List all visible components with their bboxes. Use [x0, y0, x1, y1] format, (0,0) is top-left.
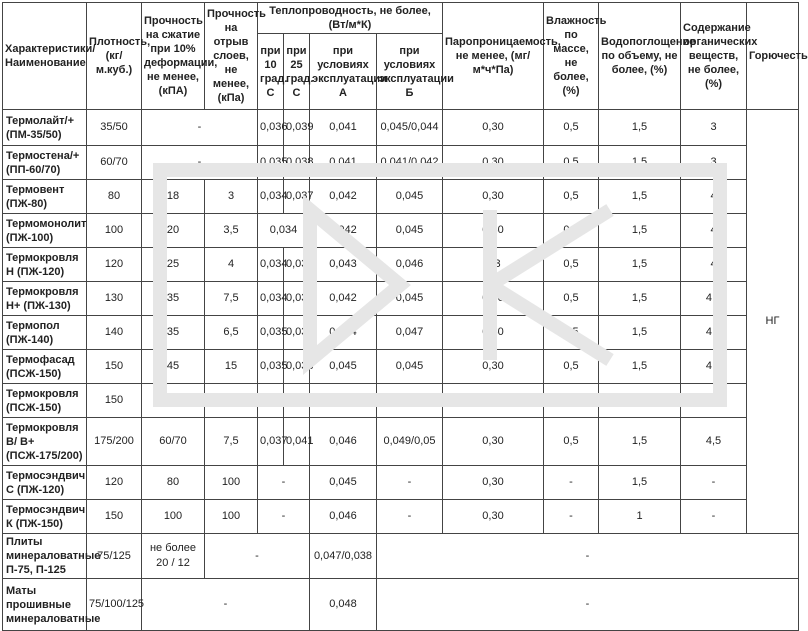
cond-b-cell: 0,048 — [377, 384, 443, 418]
table-row — [3, 579, 799, 631]
organic-cell: - — [681, 500, 747, 534]
thermal-10-25-cell: 0,034 — [258, 214, 310, 248]
moisture-cell: 0,5 — [544, 248, 599, 282]
moisture-cell: - — [544, 500, 599, 534]
water-cell: 1,5 — [599, 418, 681, 466]
thermal-25-cell: 0,038 — [284, 384, 310, 418]
thermal-25-cell: 0,037 — [284, 180, 310, 214]
vapor-cell: 0,30 — [443, 500, 544, 534]
header-cond-b: при условиях эксплуатации Б — [377, 34, 443, 110]
header-t10: при 10 град. С — [258, 34, 284, 110]
cond-b-cell: 0,045 — [377, 180, 443, 214]
organic-cell: 4,5 — [681, 384, 747, 418]
vapor-cell: 0,30 — [443, 350, 544, 384]
product-name: Термокровля Н (ПЖ-120) — [3, 248, 87, 282]
product-name: Плиты минераловатные П-75, П-125 — [3, 534, 87, 579]
cond-a-cell: 0,047/0,038 — [310, 534, 377, 579]
density-cell: 175/200 — [87, 418, 142, 466]
cond-a-cell: 0,045 — [310, 384, 377, 418]
water-cell: 1,5 — [599, 146, 681, 180]
organic-cell: 4,5 — [681, 350, 747, 384]
moisture-cell: 0,5 — [544, 110, 599, 146]
density-cell: 75/100/125 — [87, 579, 142, 631]
cond-b-cell: 0,045 — [377, 350, 443, 384]
table-row — [3, 316, 799, 350]
density-cell: 100 — [87, 214, 142, 248]
cond-b-cell: 0,046 — [377, 248, 443, 282]
density-cell: 120 — [87, 466, 142, 500]
thermal-10-25-cell: - — [258, 500, 310, 534]
organic-cell: 3 — [681, 146, 747, 180]
compress-tear-cell: - — [142, 146, 258, 180]
water-cell: 1,5 — [599, 180, 681, 214]
header-tear: Прочность на отрыв слоев, не менее, (кПа) — [205, 3, 258, 110]
cond-a-cell: 0,045 — [310, 466, 377, 500]
thermal-10-cell: 0,034 — [258, 282, 284, 316]
cond-a-cell: 0,042 — [310, 180, 377, 214]
cond-b-cell: 0,047 — [377, 316, 443, 350]
moisture-cell: - — [544, 466, 599, 500]
density-cell: 150 — [87, 500, 142, 534]
cond-a-cell: 0,042 — [310, 282, 377, 316]
tear-cell: 3 — [205, 180, 258, 214]
organic-cell: 3 — [681, 110, 747, 146]
density-cell: 80 — [87, 180, 142, 214]
rest-dash-cell: - — [377, 579, 799, 631]
vapor-cell: 0,30 — [443, 146, 544, 180]
product-name: Термомонолит (ПЖ-100) — [3, 214, 87, 248]
compress-cell: 45 — [142, 350, 205, 384]
cond-b-cell: 0,049/0,05 — [377, 418, 443, 466]
thermal-25-cell: 0,038 — [284, 146, 310, 180]
header-cond-a: при условиях эксплуатации А — [310, 34, 377, 110]
thermal-10-cell: 0,035 — [258, 146, 284, 180]
moisture-cell: 0,5 — [544, 350, 599, 384]
cond-a-cell: 0,041 — [310, 110, 377, 146]
vapor-cell: 0,3 — [443, 248, 544, 282]
density-cell: 60/70 — [87, 146, 142, 180]
compress-cell: 25 — [142, 248, 205, 282]
water-cell: 1,5 — [599, 316, 681, 350]
header-t25: при 25 град. С — [284, 34, 310, 110]
density-cell: 140 — [87, 316, 142, 350]
thermal-10-25-cell: - — [258, 466, 310, 500]
moisture-cell: 0,5 — [544, 384, 599, 418]
fire-cell: НГ — [747, 110, 799, 534]
vapor-cell: 0,30 — [443, 180, 544, 214]
product-name: Термосэндвич К (ПЖ-150) — [3, 500, 87, 534]
water-cell: 1,5 — [599, 214, 681, 248]
header-compress: Прочность на сжатие при 10% деформации, не менее, (кПА) — [142, 3, 205, 110]
thermal-10-cell: 0,036 — [258, 110, 284, 146]
water-cell: 1,5 — [599, 248, 681, 282]
cond-a-cell: 0,046 — [310, 500, 377, 534]
thermal-10-cell: 0,034 — [258, 180, 284, 214]
compress-cell: не более 20 / 12 — [142, 534, 205, 579]
thermal-25-cell: 0,038 — [284, 316, 310, 350]
header-organic: Содержание органических веществ, не более, (%) — [681, 3, 747, 110]
moisture-cell: 0,5 — [544, 282, 599, 316]
specs-table — [2, 2, 808, 631]
compress-tear-cell: - — [142, 110, 258, 146]
cond-b-cell: 0,045 — [377, 214, 443, 248]
mid-dash-cell: - — [142, 579, 310, 631]
table-row — [3, 146, 799, 180]
thermal-10-cell: 0,035 — [258, 350, 284, 384]
water-cell: 1,5 — [599, 466, 681, 500]
density-cell: 120 — [87, 248, 142, 282]
moisture-cell: 0,5 — [544, 418, 599, 466]
table-row — [3, 350, 799, 384]
cond-a-cell: 0,041 — [310, 146, 377, 180]
organic-cell: - — [681, 466, 747, 500]
product-name: Термостена/+ (ПП-60/70) — [3, 146, 87, 180]
thermal-10-cell: 0,035 — [258, 384, 284, 418]
cond-a-cell: 0,045 — [310, 350, 377, 384]
density-cell: 130 — [87, 282, 142, 316]
water-cell: 1,5 — [599, 350, 681, 384]
vapor-cell: 0,30 — [443, 384, 544, 418]
header-vapor: Паропроницаемость, не менее, (мг/ м*ч*Па) — [443, 3, 544, 110]
thermal-10-cell: 0,035 — [258, 316, 284, 350]
header-density: Плотность, (кг/м.куб.) — [87, 3, 142, 110]
cond-b-cell: 0,045 — [377, 282, 443, 316]
compress-cell: 18 — [142, 180, 205, 214]
compress-cell: 45 — [142, 384, 205, 418]
header-name: Характеристики/ Наименование — [3, 3, 87, 110]
organic-cell: 4,5 — [681, 316, 747, 350]
vapor-cell: 0,30 — [443, 110, 544, 146]
organic-cell: 4,5 — [681, 282, 747, 316]
thermal-25-cell: 0,041 — [284, 418, 310, 466]
table-row — [3, 466, 799, 500]
thermal-10-cell: 0,037 — [258, 418, 284, 466]
compress-cell: 20 — [142, 214, 205, 248]
organic-cell: 4 — [681, 180, 747, 214]
cond-a-cell: 0,042 — [310, 214, 377, 248]
mid-dash-cell: - — [205, 534, 310, 579]
tear-cell: 7,5 — [205, 384, 258, 418]
organic-cell: 4,5 — [681, 418, 747, 466]
cond-b-cell: - — [377, 500, 443, 534]
thermal-25-cell: 0,037 — [284, 282, 310, 316]
table-row — [3, 282, 799, 316]
compress-cell: 100 — [142, 500, 205, 534]
density-cell: 75/125 — [87, 534, 142, 579]
cond-b-cell: 0,045/0,044 — [377, 110, 443, 146]
moisture-cell: 0,5 — [544, 316, 599, 350]
moisture-cell: 0,5 — [544, 146, 599, 180]
product-name: Термокровля (ПСЖ-150) — [3, 384, 87, 418]
cond-a-cell: 0,043 — [310, 248, 377, 282]
density-cell: 35/50 — [87, 110, 142, 146]
water-cell: 1,5 — [599, 282, 681, 316]
compress-cell: 35 — [142, 282, 205, 316]
cond-a-cell: 0,048 — [310, 579, 377, 631]
thermal-25-cell: 0,039 — [284, 110, 310, 146]
vapor-cell: 0,30 — [443, 418, 544, 466]
water-cell: 1,5 — [599, 110, 681, 146]
tear-cell: 15 — [205, 350, 258, 384]
tear-cell: 6,5 — [205, 316, 258, 350]
header-thermal: Теплопроводность, не более, (Вт/м*К) — [258, 3, 443, 34]
moisture-cell: 0,5 — [544, 180, 599, 214]
table-row — [3, 534, 799, 579]
table-row — [3, 384, 799, 418]
density-cell: 150 — [87, 350, 142, 384]
product-name: Термолайт/+ (ПМ-35/50) — [3, 110, 87, 146]
tear-cell: 3,5 — [205, 214, 258, 248]
header-fire: Горючесть — [747, 3, 799, 110]
water-cell: 1 — [599, 384, 681, 418]
product-name: Маты прошивные минераловатные — [3, 579, 87, 631]
product-name: Термосэндвич С (ПЖ-120) — [3, 466, 87, 500]
header-moisture: Влажность по массе, не более, (%) — [544, 3, 599, 110]
compress-cell: 35 — [142, 316, 205, 350]
tear-cell: 4 — [205, 248, 258, 282]
table-row — [3, 500, 799, 534]
thermal-10-cell: 0,034 — [258, 248, 284, 282]
density-cell: 150 — [87, 384, 142, 418]
product-name: Термовент (ПЖ-80) — [3, 180, 87, 214]
rest-dash-cell: - — [377, 534, 799, 579]
cond-a-cell: 0,046 — [310, 418, 377, 466]
product-name: Термокровля В/ В+ (ПСЖ-175/200) — [3, 418, 87, 466]
table-body — [3, 110, 799, 631]
header-water: Водопоглощение по объему, не более, (%) — [599, 3, 681, 110]
vapor-cell: 0,30 — [443, 214, 544, 248]
tear-cell: 100 — [205, 500, 258, 534]
water-cell: 1 — [599, 500, 681, 534]
tear-cell: 7,5 — [205, 282, 258, 316]
table-row — [3, 248, 799, 282]
thermal-25-cell: 0,037 — [284, 248, 310, 282]
tear-cell: 7,5 — [205, 418, 258, 466]
tear-cell: 100 — [205, 466, 258, 500]
table-row — [3, 110, 799, 146]
moisture-cell: 0,5 — [544, 214, 599, 248]
vapor-cell: 0,30 — [443, 466, 544, 500]
cond-a-cell: 0,044 — [310, 316, 377, 350]
table-row — [3, 418, 799, 466]
table-row — [3, 214, 799, 248]
cond-b-cell: - — [377, 466, 443, 500]
compress-cell: 80 — [142, 466, 205, 500]
organic-cell: 4 — [681, 214, 747, 248]
compress-cell: 60/70 — [142, 418, 205, 466]
cond-b-cell: 0,041/0,042 — [377, 146, 443, 180]
vapor-cell: 0,30 — [443, 316, 544, 350]
product-name: Термокровля Н+ (ПЖ-130) — [3, 282, 87, 316]
product-name: Термопол (ПЖ-140) — [3, 316, 87, 350]
vapor-cell: 0,30 — [443, 282, 544, 316]
thermal-25-cell: 0,038 — [284, 350, 310, 384]
product-name: Термофасад (ПСЖ-150) — [3, 350, 87, 384]
organic-cell: 4 — [681, 248, 747, 282]
table-row — [3, 180, 799, 214]
